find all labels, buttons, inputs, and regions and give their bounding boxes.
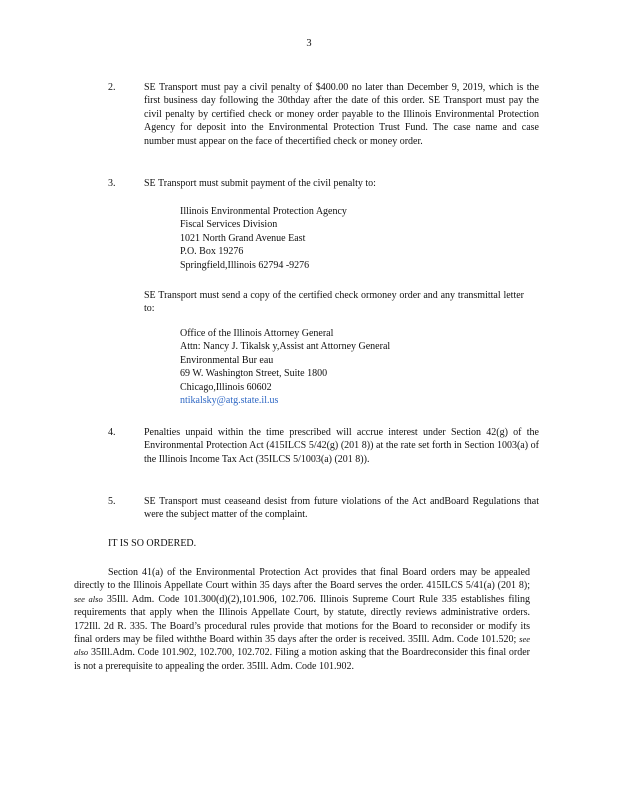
address-line: 69 W. Washington Street, Suite 1800 <box>180 368 328 380</box>
address-line: Chicago,Illinois 60602 <box>180 381 272 393</box>
address-line: Office of the Illinois Attorney General <box>180 328 334 339</box>
item-text: SE Transport must ceaseand desist from future violations of the Act andBoard Regulations that were the subject matter of the complaint. <box>144 496 539 521</box>
it-is-so-ordered: IT IS SO ORDERED. <box>108 538 197 549</box>
address-line: Environmental Bur eau <box>180 354 274 366</box>
address-line: Attn: Nancy J. Tikalsk y,Assist ant Attorney General <box>180 341 391 353</box>
address-line: Fiscal Services Division <box>180 219 278 231</box>
attorney-general-address <box>180 327 390 407</box>
see-also: see also <box>74 593 103 604</box>
item-text: SE Transport must pay a civil penalty of $400.00 no later than December 9, 2019, which is the first business day following the 30thday after the date of this order. SE Transport must pay the civil penalty by certified check or money order payable to the Illinois Environmental Protection Agency for deposit into the Environmental Protection Trust Fund. The case name and case number must appear on the face of thecertified check or money order. <box>144 82 539 147</box>
item-text: Penalties unpaid within the time prescribed will accrue interest under Section 42(g) of the Environmental Protection Act (415ILCS 5/42(g) (201 8)) at the rate set forth in Section 1003(a) of the Illinois Income Tax Act (35ILCS 5/1003(a) (201 8)). <box>144 427 539 465</box>
item-number: 5. <box>108 496 116 507</box>
appeal-text-part: 35Ill.Adm. Code 101.902, 102.700, 102.702. Filing a motion asking that the Boardreconsider this final order is not a prerequisite to appealing the order. 35Ill. Adm. Code 101.902. <box>74 647 530 672</box>
item-number: 3. <box>108 178 116 189</box>
address-line: Illinois Environmental Protection Agency <box>180 206 347 217</box>
item-text: SE Transport must submit payment of the civil penalty to: <box>144 178 376 189</box>
payment-address <box>180 205 347 272</box>
see-also: see also <box>74 634 530 658</box>
item-number: 4. <box>108 427 116 438</box>
attorney-email-link[interactable]: ntikalsky@atg.state.il.us <box>180 395 279 407</box>
page-number: 3 <box>306 38 312 49</box>
address-line: Springfield,Illinois 62794 -9276 <box>180 259 310 271</box>
appeal-text-part: 35Ill. Adm. Code 101.300(d)(2),101.906, 102.706. Illinois Supreme Court Rule 335 establishes filing requirements that apply when the Illinois Appellate Court, by statute, directly reviews administrative orders. 172Ill. 2d R. 335. The Board’s procedural rules provide that motions for the Board to reconsider or modify its final orders may be filed withthe Board within 35 days after the order is received. 35Ill. Adm. Code 101.520; <box>74 593 531 646</box>
appeal-paragraph <box>74 566 530 673</box>
copy-instruction: SE Transport must send a copy of the certified check ormoney order and any transmittal letter to: <box>144 290 524 315</box>
item-number: 2. <box>108 82 116 93</box>
address-line: P.O. Box 19276 <box>180 246 244 258</box>
address-line: 1021 North Grand Avenue East <box>180 232 306 244</box>
appeal-text-part: Section 41(a) of the Environmental Protection Act provides that final Board orders may be appealed directly to the Illinois Appellate Court within 35 days after the Board serves the order. 415ILCS 5/41(a) (201 8); <box>74 567 530 592</box>
